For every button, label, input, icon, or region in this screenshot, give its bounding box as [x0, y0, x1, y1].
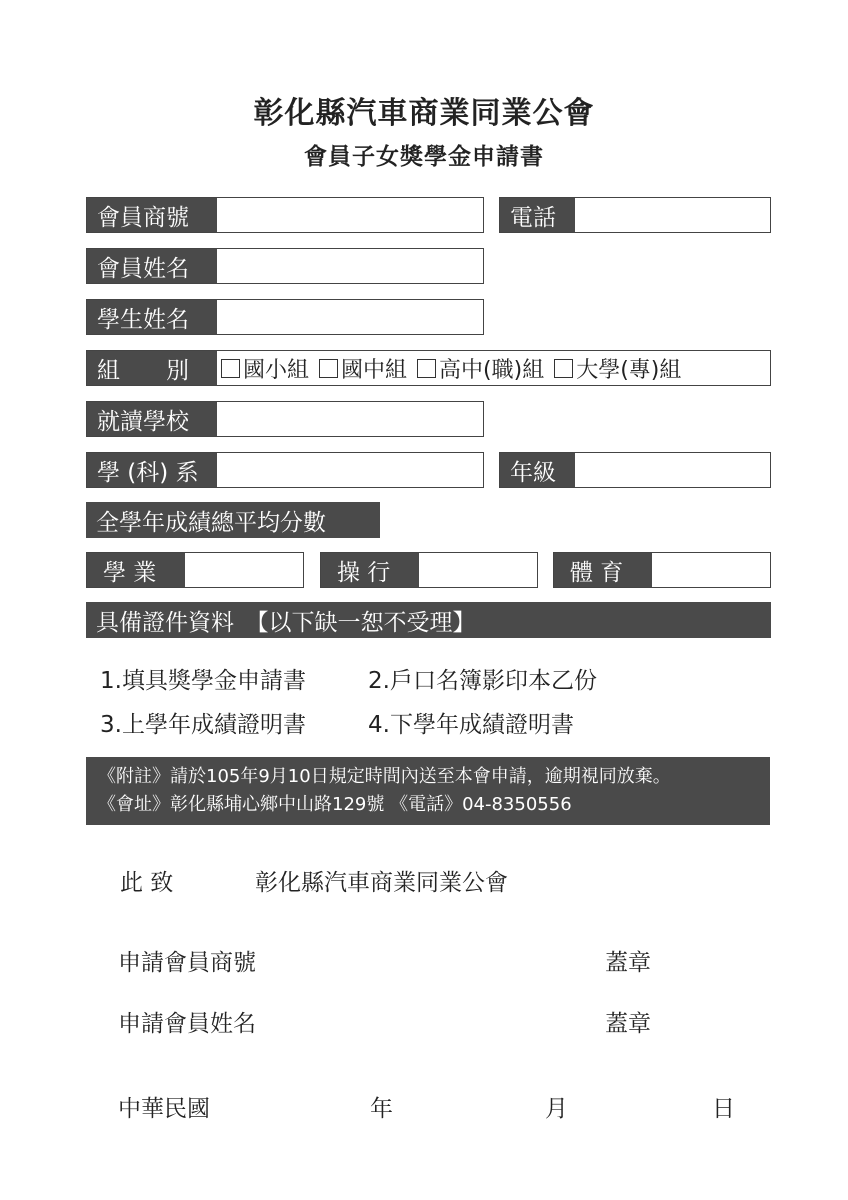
doc-item-4: 4.下學年成績證明書 [368, 712, 574, 738]
average-score-header: 全學年成績總平均分數 [86, 502, 380, 538]
date-era-label: 中華民國 [118, 1096, 210, 1122]
doc-item-1: 1.填具獎學金申請書 [100, 668, 306, 694]
stamp-label-2: 蓋章 [605, 1011, 651, 1037]
conduct-input[interactable] [419, 553, 537, 587]
school-input[interactable] [217, 402, 483, 436]
member-name-field[interactable] [86, 248, 484, 284]
student-name-input[interactable] [217, 300, 483, 334]
date-day-label: 日 [712, 1096, 735, 1122]
checkbox-icon[interactable] [417, 359, 436, 378]
phone-label: 電話 [500, 198, 575, 232]
conduct-label: 操 行 [321, 553, 419, 587]
grade-field[interactable] [499, 452, 771, 488]
date-month-label: 月 [545, 1096, 568, 1122]
to-label: 此 致 [120, 870, 174, 896]
dept-label: 學 (科) 系 [87, 453, 217, 487]
note-deadline: 《附註》請於105年9月10日規定時間內送至本會申請，逾期視同放棄。 [98, 766, 671, 787]
academic-label: 學 業 [87, 553, 185, 587]
conduct-field[interactable] [320, 552, 538, 588]
applicant-no-label: 申請會員商號 [118, 950, 256, 976]
school-label: 就讀學校 [87, 402, 217, 436]
stamp-label-1: 蓋章 [605, 950, 651, 976]
member-name-input[interactable] [217, 249, 483, 283]
date-year-label: 年 [370, 1096, 393, 1122]
applicant-name-label: 申請會員姓名 [118, 1011, 256, 1037]
checkbox-icon[interactable] [554, 359, 573, 378]
page-subtitle: 會員子女獎學金申請書 [304, 144, 544, 170]
group-label: 組 別 [87, 351, 217, 385]
note-block [86, 757, 770, 825]
pe-field[interactable] [553, 552, 771, 588]
phone-field[interactable] [499, 197, 771, 233]
note-address: 《會址》彰化縣埔心鄉中山路129號 《電話》04-8350556 [98, 794, 572, 815]
school-field[interactable] [86, 401, 484, 437]
dept-input[interactable] [217, 453, 483, 487]
member-no-field[interactable] [86, 197, 484, 233]
pe-label: 體 育 [554, 553, 652, 587]
phone-input[interactable] [575, 198, 770, 232]
doc-item-2: 2.戶口名簿影印本乙份 [368, 668, 597, 694]
to-organization: 彰化縣汽車商業同業公會 [255, 870, 508, 896]
group-option-elementary[interactable]: 國小組 [221, 353, 309, 384]
grade-label: 年級 [500, 453, 575, 487]
student-name-field[interactable] [86, 299, 484, 335]
group-option-senior-high[interactable]: 高中(職)組 [417, 353, 544, 384]
student-name-label: 學生姓名 [87, 300, 217, 334]
doc-item-3: 3.上學年成績證明書 [100, 712, 306, 738]
group-field [86, 350, 771, 386]
member-no-label: 會員商號 [87, 198, 217, 232]
academic-field[interactable] [86, 552, 304, 588]
group-option-junior-high[interactable]: 國中組 [319, 353, 407, 384]
academic-input[interactable] [185, 553, 303, 587]
required-docs-header: 具備證件資料 【以下缺一恕不受理】 [86, 602, 771, 638]
dept-field[interactable] [86, 452, 484, 488]
checkbox-icon[interactable] [221, 359, 240, 378]
member-no-input[interactable] [217, 198, 483, 232]
member-name-label: 會員姓名 [87, 249, 217, 283]
page-title: 彰化縣汽車商業同業公會 [253, 96, 595, 131]
grade-input[interactable] [575, 453, 770, 487]
pe-input[interactable] [652, 553, 770, 587]
group-option-university[interactable]: 大學(專)組 [554, 353, 681, 384]
checkbox-icon[interactable] [319, 359, 338, 378]
